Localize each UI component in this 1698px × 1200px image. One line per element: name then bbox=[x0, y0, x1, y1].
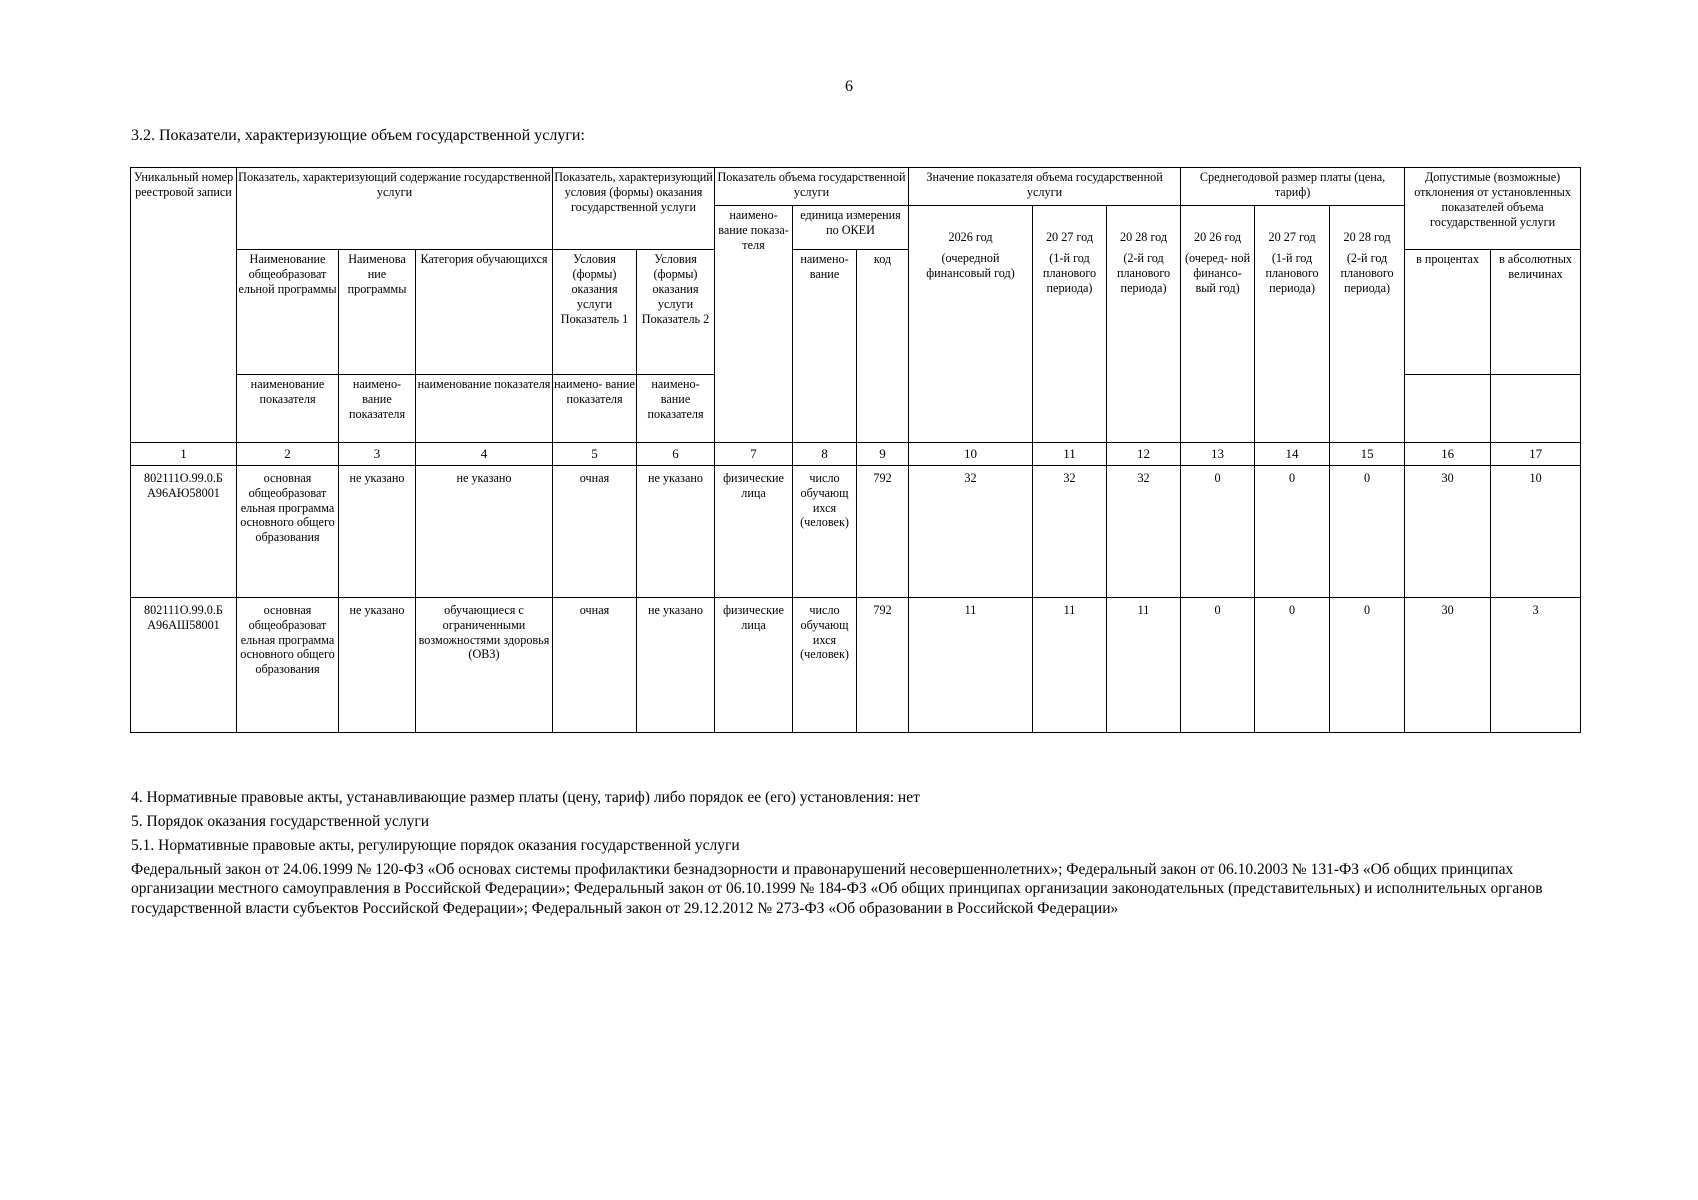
cell-fee-2028: 0 bbox=[1330, 465, 1405, 597]
header-fee-2026 bbox=[1181, 206, 1255, 443]
header-sub-indicator-2: наимено- вание показателя bbox=[339, 375, 416, 443]
header-value-2026 bbox=[909, 206, 1033, 443]
table-row bbox=[131, 597, 1581, 732]
header-fee-2026-year: 20 26 год bbox=[1193, 230, 1242, 244]
cell-registry-id: 802111О.99.0.Б А96АШ58001 bbox=[131, 597, 237, 732]
header-value-2028-note: (2-й год планового периода) bbox=[1116, 250, 1171, 295]
header-fee-2028-note: (2-й год планового периода) bbox=[1340, 250, 1394, 295]
cell-unit-name: число обучающ ихся (человек) bbox=[793, 597, 857, 732]
cell-condition-2: не указано bbox=[637, 465, 715, 597]
cell-unit-name: число обучающ ихся (человек) bbox=[793, 465, 857, 597]
cell-category: не указано bbox=[416, 465, 553, 597]
header-fee-2027-year: 20 27 год bbox=[1268, 230, 1316, 244]
cell-value-2026: 11 bbox=[909, 597, 1033, 732]
cell-indicator-name: физические лица bbox=[715, 597, 793, 732]
column-number: 11 bbox=[1033, 443, 1107, 466]
cell-unit-code: 792 bbox=[857, 597, 909, 732]
header-deviation-absolute: в абсолютных величинах bbox=[1491, 250, 1581, 375]
header-sub-indicator-4: наимено- вание показателя bbox=[553, 375, 637, 443]
cell-fee-2027: 0 bbox=[1255, 465, 1330, 597]
paragraph-5-1-regulating-acts: 5.1. Нормативные правовые акты, регулирующие порядок оказания государственной услуги bbox=[131, 837, 740, 854]
header-sub-indicator-1: наименование показателя bbox=[237, 375, 339, 443]
column-number: 5 bbox=[553, 443, 637, 466]
cell-registry-id: 802111О.99.0.Б А96АЮ58001 bbox=[131, 465, 237, 597]
cell-category: обучающиеся с ограниченными возможностями здоровья (ОВЗ) bbox=[416, 597, 553, 732]
header-category: Категория обучающихся bbox=[416, 250, 553, 375]
cell-deviation-percent: 30 bbox=[1405, 597, 1491, 732]
cell-indicator-name: физические лица bbox=[715, 465, 793, 597]
header-fee-2028-year: 20 28 год bbox=[1343, 230, 1391, 244]
header-content-indicator: Показатель, характеризующий содержание государственной услуги bbox=[237, 168, 553, 250]
column-number: 9 bbox=[857, 443, 909, 466]
cell-program-2: не указано bbox=[339, 465, 416, 597]
header-sub-indicator-5: наимено- вание показателя bbox=[637, 375, 715, 443]
header-indicator-name: наимено- вание показа- теля bbox=[715, 206, 793, 443]
header-value-2027 bbox=[1033, 206, 1107, 443]
cell-condition-1: очная bbox=[553, 465, 637, 597]
cell-fee-2026: 0 bbox=[1181, 465, 1255, 597]
column-number: 8 bbox=[793, 443, 857, 466]
header-unique-number: Уникальный номер реестровой записи bbox=[131, 168, 237, 443]
cell-deviation-percent: 30 bbox=[1405, 465, 1491, 597]
header-value-2027-year: 20 27 год bbox=[1045, 230, 1094, 244]
cell-value-2027: 32 bbox=[1033, 465, 1107, 597]
header-deviation-blank-1 bbox=[1405, 375, 1491, 443]
column-number: 12 bbox=[1107, 443, 1181, 466]
column-number: 1 bbox=[131, 443, 237, 466]
paragraph-4-fee-acts: 4. Нормативные правовые акты, устанавливающие размер платы (цену, тариф) либо порядок ее (его) установления: нет bbox=[131, 789, 920, 806]
cell-fee-2027: 0 bbox=[1255, 597, 1330, 732]
section-title: 3.2. Показатели, характеризующие объем государственной услуги: bbox=[131, 127, 585, 144]
header-value-2026-year: 2026 год bbox=[948, 230, 993, 244]
header-program-name-2: Наименова ние программы bbox=[339, 250, 416, 375]
header-average-fee: Среднегодовой размер платы (цена, тариф) bbox=[1181, 168, 1405, 206]
paragraph-5-procedure: 5. Порядок оказания государственной услуги bbox=[131, 813, 429, 830]
cell-deviation-absolute: 3 bbox=[1491, 597, 1581, 732]
header-unit-okei: единица измерения по ОКЕИ bbox=[793, 206, 909, 250]
cell-condition-1: очная bbox=[553, 597, 637, 732]
header-unit-code: код bbox=[857, 250, 909, 443]
header-fee-2026-note: (очеред- ной финансо- вый год) bbox=[1184, 250, 1251, 295]
column-number: 6 bbox=[637, 443, 715, 466]
cell-deviation-absolute: 10 bbox=[1491, 465, 1581, 597]
column-number: 3 bbox=[339, 443, 416, 466]
column-number: 14 bbox=[1255, 443, 1330, 466]
column-number: 2 bbox=[237, 443, 339, 466]
header-unit-name: наимено- вание bbox=[793, 250, 857, 443]
cell-fee-2028: 0 bbox=[1330, 597, 1405, 732]
header-volume-value: Значение показателя объема государственной услуги bbox=[909, 168, 1181, 206]
cell-fee-2026: 0 bbox=[1181, 597, 1255, 732]
column-number: 15 bbox=[1330, 443, 1405, 466]
cell-condition-2: не указано bbox=[637, 597, 715, 732]
column-number: 10 bbox=[909, 443, 1033, 466]
header-volume-indicator: Показатель объема государственной услуги bbox=[715, 168, 909, 206]
cell-value-2027: 11 bbox=[1033, 597, 1107, 732]
header-program-name: Наименование общеобразоват ельной программы bbox=[237, 250, 339, 375]
header-fee-2027-note: (1-й год планового периода) bbox=[1265, 250, 1319, 295]
header-conditions-indicator: Показатель, характеризующий условия (формы) оказания государственной услуги bbox=[553, 168, 715, 250]
header-fee-2027 bbox=[1255, 206, 1330, 443]
column-number: 7 bbox=[715, 443, 793, 466]
header-deviation-blank-2 bbox=[1491, 375, 1581, 443]
cell-program-2: не указано bbox=[339, 597, 416, 732]
header-value-2028 bbox=[1107, 206, 1181, 443]
header-condition-2: Условия (формы) оказания услуги Показатель 2 bbox=[637, 250, 715, 375]
page-number: 6 bbox=[845, 78, 853, 95]
header-deviation: Допустимые (возможные) отклонения от установленных показателей объема государственной услуги bbox=[1405, 168, 1581, 250]
column-numbers-row bbox=[131, 443, 1581, 466]
cell-program: основная общеобразоват ельная программа основного общего образования bbox=[237, 465, 339, 597]
header-fee-2028 bbox=[1330, 206, 1405, 443]
volume-indicators-table bbox=[130, 167, 1581, 733]
header-condition-1: Условия (формы) оказания услуги Показатель 1 bbox=[553, 250, 637, 375]
column-number: 16 bbox=[1405, 443, 1491, 466]
header-deviation-percent: в процентах bbox=[1405, 250, 1491, 375]
table-row bbox=[131, 465, 1581, 597]
header-sub-indicator-3: наименование показателя bbox=[416, 375, 553, 443]
header-value-2028-year: 20 28 год bbox=[1119, 230, 1168, 244]
header-value-2027-note: (1-й год планового периода) bbox=[1042, 250, 1097, 295]
cell-unit-code: 792 bbox=[857, 465, 909, 597]
column-number: 17 bbox=[1491, 443, 1581, 466]
cell-value-2028: 32 bbox=[1107, 465, 1181, 597]
paragraph-laws-list: Федеральный закон от 24.06.1999 № 120-ФЗ «Об основах системы профилактики безнадзорности и правонарушений несовершеннолетних»; Федеральный закон от 06.10.2003 № 131-ФЗ «Об общих принципах организации местного самоуправления в Российской Федерации»; Федеральный закон от 06.10.1999 № 184-ФЗ «Об общих принципах организации законодательных (представительных) и исполнительных органов государственной власти субъектов Российской Федерации»; Федеральный закон от 29.12.2012 № 273-ФЗ «Об образовании в Российской Федерации» bbox=[131, 861, 1543, 917]
cell-value-2026: 32 bbox=[909, 465, 1033, 597]
column-number: 4 bbox=[416, 443, 553, 466]
cell-value-2028: 11 bbox=[1107, 597, 1181, 732]
column-number: 13 bbox=[1181, 443, 1255, 466]
cell-program: основная общеобразоват ельная программа основного общего образования bbox=[237, 597, 339, 732]
header-value-2026-note: (очередной финансовый год) bbox=[926, 250, 1015, 280]
